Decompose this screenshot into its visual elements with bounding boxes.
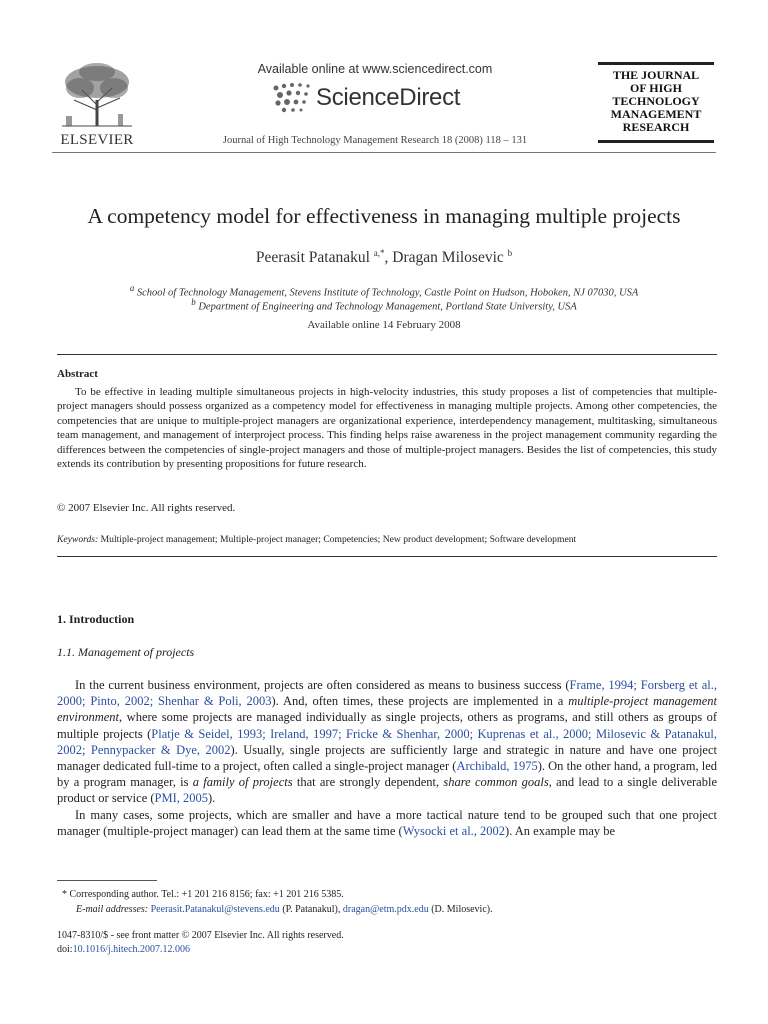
citation-link[interactable]: PMI, 2005 <box>154 791 209 806</box>
author-name[interactable]: Peerasit Patanakul <box>255 249 370 267</box>
affiliation-mark: b <box>191 297 196 307</box>
available-date: Available online 14 February 2008 <box>307 319 461 331</box>
author-affiliation-mark: b <box>507 248 513 258</box>
emphasis: share common goals <box>443 775 549 790</box>
text-run: , where some projects are managed individually as single projects, others as programs, and still others as groups of multiple projects ( <box>57 710 717 741</box>
affiliation-mark: a <box>129 283 135 293</box>
sciencedirect-dots-logo-icon <box>268 80 314 116</box>
journal-citation: Journal of High Technology Management Research 18 (2008) 118 – 131 <box>222 135 528 146</box>
text-run: ). Usually, single projects are sufficiently large and strategic in nature and have one project manager dedicated full-time to a project, often called a single-project manager ( <box>57 742 718 774</box>
author-affiliation-mark: a,* <box>373 248 385 258</box>
affiliation-b <box>60 297 708 313</box>
footnote-rule <box>57 880 157 881</box>
text-run: ). <box>208 791 216 806</box>
keywords-label: Keywords: <box>57 534 99 545</box>
sciencedirect-wordmark: ScienceDirect <box>316 84 461 111</box>
email-owner: (P. Patanakul), <box>279 904 343 915</box>
email-link[interactable]: dragan@etm.pdx.edu <box>342 904 429 915</box>
author-separator: , <box>384 249 393 267</box>
email-label: E-mail addresses: <box>76 904 149 915</box>
sciencedirect-logo <box>268 80 468 116</box>
email-addresses <box>76 904 493 915</box>
citation-link[interactable]: Frame, 1994; Forsberg et al., 2000; Pinto, 2002; Shenhar & Poli, 2003 <box>57 678 717 709</box>
abstract-paragraph: To be effective in leading multiple simultaneous projects in high-velocity industries, this study proposes a list of competencies that multiple-project managers should possess organized as a competency model for effectiveness in managing multiple projects. Among other competencies, the competencies that are unique to multiple-project managers are organizational experience, interdependency management, multitasking, simultaneous team management, and management of interproject process. This finding helps raise awareness in the project management community regarding the differences between the competencies of single-project managers and those of multiple-project managers. Besides the list of competencies, this study extends its contribution by presenting propositions for future research. <box>57 386 717 471</box>
elsevier-logo <box>52 60 142 148</box>
citation-link[interactable]: Wysocki et al., 2002 <box>402 823 506 838</box>
text-run: that are strongly dependent, <box>292 775 444 790</box>
footnote-text: Corresponding author. Tel.: +1 201 216 8156; fax: +1 201 216 5385. <box>67 889 344 900</box>
abstract-bottom-rule <box>57 556 717 557</box>
email-link[interactable]: Peerasit.Patanakul@stevens.edu <box>150 904 280 915</box>
text-run: ). An example may be <box>505 823 616 838</box>
body-paragraph <box>57 677 717 807</box>
citation-link[interactable]: Platje & Seidel, 1993; Ireland, 1997; Fricke & Shenhar, 2000; Kuprenas et al., 2000; Milosevic & Patanakul, 2002; Pennypacker & Dye, 2002 <box>57 726 717 757</box>
text-run: ). On the other hand, a program, led by a program manager, is <box>57 759 718 790</box>
corresponding-author-note <box>62 889 344 900</box>
doi-label: doi: <box>57 944 73 955</box>
journal-box-line: RESEARCH <box>622 120 690 134</box>
doi-link[interactable]: 10.1016/j.hitech.2007.12.006 <box>72 944 191 955</box>
publisher-name: ELSEVIER <box>60 132 134 148</box>
text-run: , and lead to a single deliverable product or service ( <box>57 775 717 806</box>
author-list <box>60 248 708 267</box>
available-online-text: Available online at www.sciencedirect.com <box>257 62 493 76</box>
abstract-heading: Abstract <box>57 368 98 380</box>
copyright-line: © 2007 Elsevier Inc. All rights reserved. <box>57 502 236 514</box>
journal-title-box <box>598 62 714 143</box>
header-divider <box>52 152 716 153</box>
text-run: ). And, often times, these projects are implemented in a <box>271 694 569 709</box>
abstract-text <box>57 385 717 471</box>
elsevier-tree-logo-icon <box>52 60 142 130</box>
keywords-list: Multiple-project management; Multiple-project manager; Competencies; New product development; Software development <box>98 534 577 545</box>
abstract-top-rule <box>57 354 717 355</box>
affiliation-text: Department of Engineering and Technology Management, Portland State University, USA <box>198 301 577 313</box>
body-text <box>57 677 717 839</box>
text-run: In the current business environment, projects are often considered as means to business success ( <box>75 678 570 692</box>
section-heading: 1. Introduction <box>57 612 135 626</box>
journal-box-line: OF HIGH <box>630 81 682 95</box>
body-paragraph <box>57 807 717 839</box>
journal-box-line: TECHNOLOGY <box>612 94 700 108</box>
keywords <box>57 534 717 545</box>
emphasis: multiple-project management environment <box>57 694 717 725</box>
footnote-mark: * <box>62 889 67 900</box>
doi-line <box>57 944 190 955</box>
journal-box-line: THE JOURNAL <box>612 68 700 82</box>
text-run: In many cases, some projects, which are smaller and have a more tactical nature tend to be grouped such that one project manager (multiple-project manager) can lead them at the same time ( <box>57 807 717 838</box>
emphasis: a family of projects <box>192 775 293 790</box>
affiliation-text: School of Technology Management, Stevens Institute of Technology, Castle Point on Hudson, Hoboken, NJ 07030, USA <box>136 287 639 299</box>
journal-box-line: MANAGEMENT <box>610 107 702 121</box>
email-owner: (D. Milosevic). <box>428 904 493 915</box>
subsection-heading: 1.1. Management of projects <box>57 645 195 659</box>
article-title: A competency model for effectiveness in managing multiple projects <box>87 204 681 228</box>
issn-line: 1047-8310/$ - see front matter © 2007 Elsevier Inc. All rights reserved. <box>57 930 344 941</box>
author-name[interactable]: Dragan Milosevic <box>392 249 504 267</box>
citation-link[interactable]: Archibald, 1975 <box>456 759 538 774</box>
